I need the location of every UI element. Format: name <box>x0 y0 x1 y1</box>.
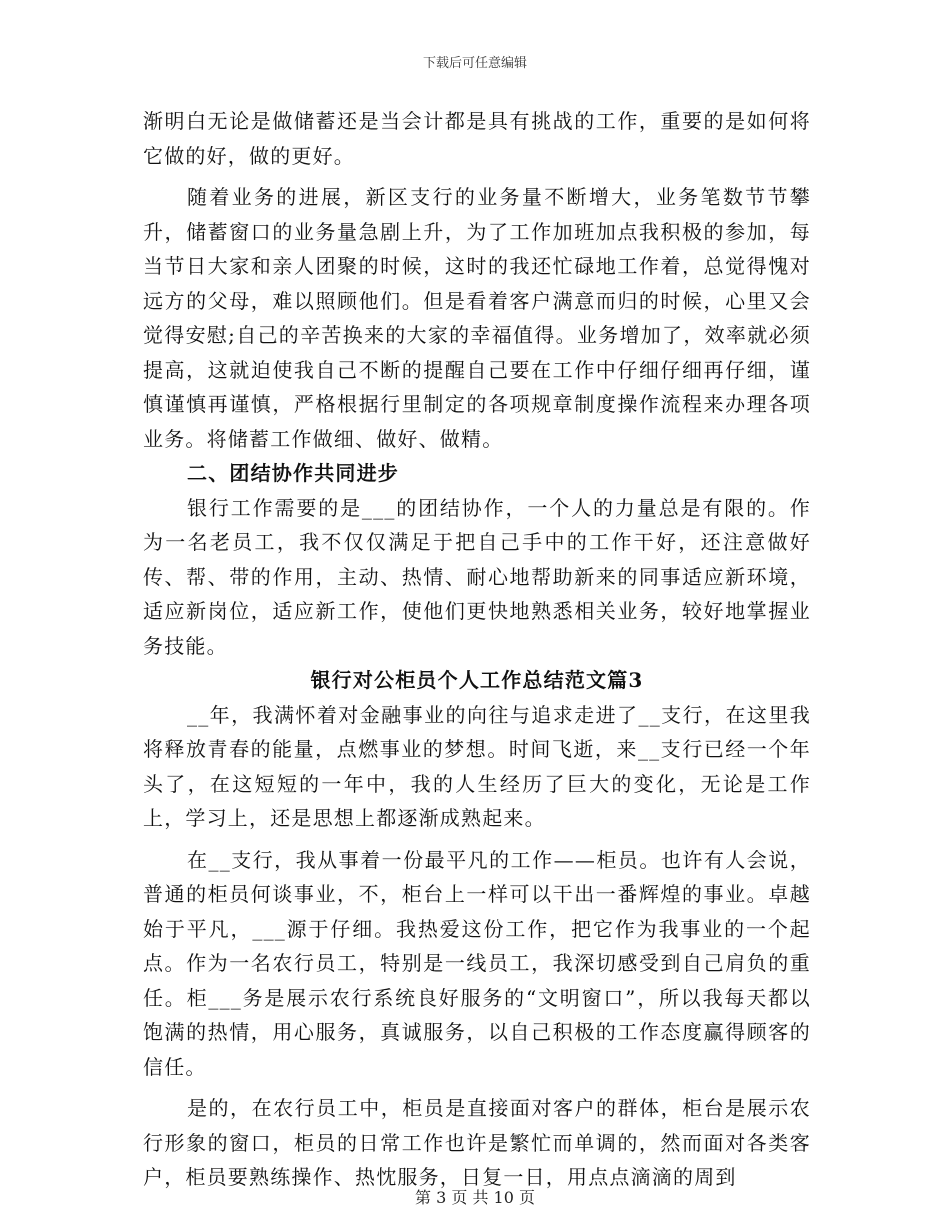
paragraph-continuation: 渐明白无论是做储蓄还是当会计都是具有挑战的工作，重要的是如何将它做的好，做的更好。 <box>143 109 811 168</box>
page-header: 下载后可任意编辑 <box>422 56 527 71</box>
paragraph-intro: __年，我满怀着对金融事业的向往与追求走进了__支行，在这里我将释放青春的能量，点燃事业的梦想。时间飞逝，来__支行已经一个年头了，在这短短的一年中，我的人生经历了巨大的变化，无论是工作上，学习上，还是思想上都逐渐成熟起来。 <box>143 702 811 830</box>
page-footer: 第 3 页 共 10 页 <box>415 1188 535 1207</box>
paragraph-business-growth: 随着业务的进展，新区支行的业务量不断增大，业务笔数节节攀升，储蓄窗口的业务量急剧上升，为了工作加班加点我积极的参加，每当节日大家和亲人团聚的时候，这时的我还忙碌地工作着，总觉得愧对远方的父母，难以照顾他们。但是看着客户满意而归的时候，心里又会觉得安慰;自己的辛苦换来的大家的幸福值得。业务增加了，效率就必须提高，这就迫使我自己不断的提醒自己要在工作中仔细仔细再仔细，谨慎谨慎再谨慎，严格根据行里制定的各项规章制度操作流程来办理各项业务。将储蓄工作做细、做好、做精。 <box>143 185 811 451</box>
section-heading-teamwork: 二、团结协作共同进步 <box>187 461 399 485</box>
paragraph-teller-role: 是的，在农行员工中，柜员是直接面对客户的群体，柜台是展示农行形象的窗口，柜员的日常工作也许是繁忙而单调的，然而面对各类客户，柜员要熟练操作、热忱服务，日复一日，用点点滴滴的周到 <box>143 1096 811 1189</box>
document-body <box>143 104 811 1195</box>
paragraph-teller-work: 在__支行，我从事着一份最平凡的工作——柜员。也许有人会说，普通的柜员何谈事业，不，柜台上一样可以干出一番辉煌的事业。卓越始于平凡，___源于仔细。我热爱这份工作，把它作为我事业的一个起点。作为一名农行员工，特别是一线员工，我深切感受到自己肩负的重任。柜___务是展示农行系统良好服务的“文明窗口”，所以我每天都以饱满的热情，用心服务，真诚服务，以自己积极的工作态度赢得顾客的信任。 <box>143 847 811 1079</box>
article-title: 银行对公柜员个人工作总结范文篇3 <box>310 668 644 692</box>
paragraph-teamwork: 银行工作需要的是___的团结协作，一个人的力量总是有限的。作为一名老员工，我不仅仅满足于把自己手中的工作干好，还注意做好传、帮、带的作用，主动、热情、耐心地帮助新来的同事适应新环境，适应新岗位，适应新工作，使他们更快地熟悉相关业务，较好地掌握业务技能。 <box>143 495 811 658</box>
